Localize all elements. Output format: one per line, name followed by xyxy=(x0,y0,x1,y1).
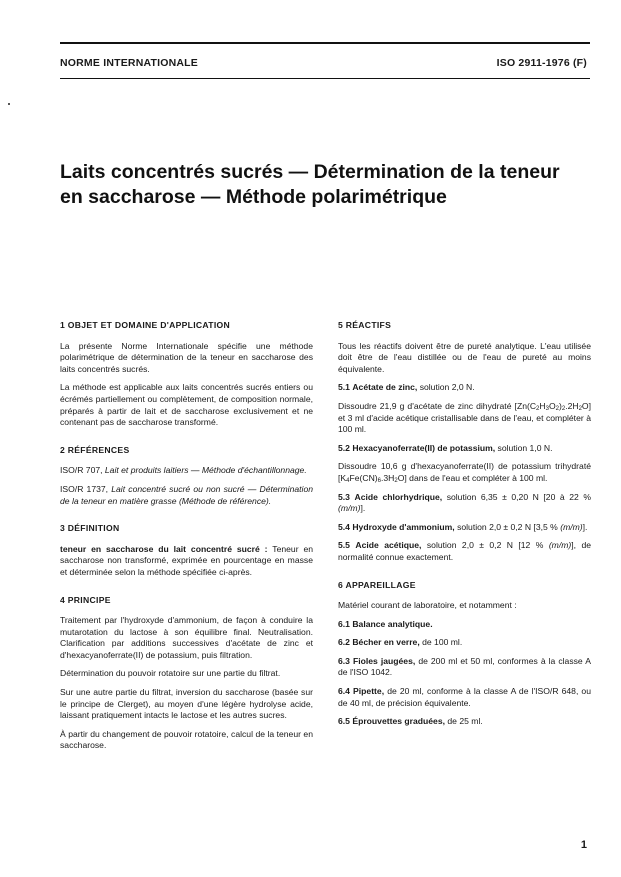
standard-label: NORME INTERNATIONALE xyxy=(60,57,198,69)
item-name: Hexacyanoferrate(II) de potassium, xyxy=(352,442,496,453)
apparatus-item: 6.2 Bécher en verre, de 100 ml. xyxy=(338,637,463,648)
reference-code: ISO/R 1737, xyxy=(60,483,109,494)
paragraph: La présente Norme Internationale spécifie une méthode polarimétrique de détermination de la teneur en saccharose des laits concentrés sucrés. xyxy=(60,340,313,374)
section-heading: 3 DÉFINITION xyxy=(60,523,120,534)
apparatus-item xyxy=(338,619,591,631)
item-number: 6.1 xyxy=(338,618,350,629)
item-name: Éprouvettes graduées, xyxy=(352,716,445,727)
header-rule xyxy=(60,78,590,79)
apparatus-item: 6.5 Éprouvettes graduées, de 25 ml. xyxy=(338,716,483,727)
reagent-preparation: Dissoudre 21,9 g d'acétate de zinc dihydraté $[Zn(C_2H_3O_2)_2.2H_2O]$ et 3 ml d'acide acétique cristallisable dans de l'eau, et compléter à 100 ml. xyxy=(338,400,591,435)
item-number: 5.4 xyxy=(338,521,350,532)
item-name: Pipette, xyxy=(353,686,385,697)
left-column xyxy=(60,320,313,768)
section-heading: 6 APPAREILLAGE xyxy=(338,579,416,590)
section-heading: 2 RÉFÉRENCES xyxy=(60,444,130,455)
apparatus-item: 6.4 Pipette, de 20 ml, conforme à la classe A de l'ISO/R 648, ou de 40 ml, de précision équivalente. xyxy=(338,686,591,708)
item-number: 6.3 xyxy=(338,655,350,666)
item-number: 5.1 xyxy=(338,382,350,393)
reference-title: Lait concentré sucré ou non sucré — Détermination de la teneur en matière grasse (Méthode de référence). xyxy=(60,483,314,506)
section-heading: 1 OBJET ET DOMAINE D'APPLICATION xyxy=(60,320,231,330)
paragraph: Tous les réactifs doivent être de pureté analytique. L'eau utilisée doit être de l'eau distillée ou de l'eau de pureté au moins équivalente. xyxy=(338,340,591,374)
page-number: 1 xyxy=(580,839,587,851)
paragraph: La méthode est applicable aux laits concentrés sucrés entiers ou écrémés partiellement ou complètement, de composition normale, préparés à partir de lait et de saccharose exclusivement et ne contenant pas de saccharose transformé. xyxy=(60,382,313,428)
item-number: 6.5 xyxy=(338,716,350,727)
reagent-item: 5.4 Hydroxyde d'ammonium, solution 2,0 ± 0,2 N [3,5 % (m/m)]. xyxy=(338,521,588,532)
reference-item xyxy=(60,484,313,507)
section-heading: 4 PRINCIPE xyxy=(60,594,111,605)
item-name: Bécher en verre, xyxy=(352,637,420,648)
item-number: 6.4 xyxy=(338,686,350,697)
definition xyxy=(60,544,313,579)
item-spec: solution 1,0 N. xyxy=(497,442,553,453)
item-number: 5.5 xyxy=(338,540,350,551)
section-principle xyxy=(60,595,313,753)
section-definition xyxy=(60,523,313,578)
paragraph: Traitement par l'hydroxyde d'ammonium, de façon à conduire la mutarotation du lactose à son équilibre final. Neutralisation. Clarification par additions successives d'acétate de zinc et d'hexacyanoferrate(II) de potassium, puis filtration. xyxy=(60,615,313,660)
right-column xyxy=(338,320,591,744)
margin-mark xyxy=(8,103,10,105)
reagent-item xyxy=(338,382,591,394)
standard-reference: ISO 2911-1976 (F) xyxy=(496,57,587,69)
reagent-item: 5.3 Acide chlorhydrique, solution 6,35 ± 0,20 N [20 à 22 % (m/m)]. xyxy=(338,491,591,514)
item-name: Hydroxyde d'ammonium, xyxy=(352,521,455,532)
defined-term: teneur en saccharose du lait concentré sucré : xyxy=(60,543,268,554)
reagent-preparation: Dissoudre 10,6 g d'hexacyanoferrate(II) de potassium trihydraté $[K_4Fe(CN)_6.3H_2O]$ dans de l'eau et compléter à 100 ml. xyxy=(338,461,591,484)
section-apparatus xyxy=(338,580,591,728)
reagent-item: 5.5 Acide acétique, solution 2,0 ± 0,2 N [12 % (m/m)], de normalité connue exactement. xyxy=(338,540,591,562)
paragraph: À partir du changement de pouvoir rotatoire, calcul de la teneur en saccharose. xyxy=(60,728,313,751)
reference-item xyxy=(60,465,313,477)
paragraph: Détermination du pouvoir rotatoire sur une partie du filtrat. xyxy=(60,668,281,679)
reference-title: Lait et produits laitiers — Méthode d'échantillonnage. xyxy=(104,465,307,476)
item-name: Balance analytique. xyxy=(352,618,433,629)
document-title: Laits concentrés sucrés — Détermination de la teneur en saccharose — Méthode polarimétrique xyxy=(60,161,560,208)
reagent-item xyxy=(338,443,591,455)
section-heading: 5 RÉACTIFS xyxy=(338,320,392,330)
item-spec: solution 2,0 N. xyxy=(419,382,475,393)
item-name: Acétate de zinc, xyxy=(352,382,418,393)
apparatus-item: 6.3 Fioles jaugées, de 200 ml et 50 ml, conformes à la classe A de l'ISO 1042. xyxy=(338,655,592,678)
paragraph: Sur une autre partie du filtrat, inversion du saccharose (basée sur le principe de Clerget), au moyen d'une légère hydrolyse acide, laissant pratiquement intacts le lactose et les autres sucres. xyxy=(60,687,313,721)
item-name: Acide acétique, xyxy=(355,540,422,551)
item-number: 5.3 xyxy=(338,491,350,502)
section-scope xyxy=(60,320,313,429)
reference-code: ISO/R 707, xyxy=(60,465,103,476)
item-number: 6.2 xyxy=(338,637,350,648)
definition-text: Teneur en saccharose non transformé, exprimée en pourcentage en masse et déterminée selon la méthode spécifiée ci-après. xyxy=(60,543,313,577)
paragraph: Matériel courant de laboratoire, et notamment : xyxy=(338,600,517,611)
item-name: Fioles jaugées, xyxy=(353,655,416,666)
top-rule xyxy=(60,42,590,44)
section-references xyxy=(60,445,313,507)
item-name: Acide chlorhydrique, xyxy=(354,491,443,502)
section-reagents xyxy=(338,320,591,564)
item-number: 5.2 xyxy=(338,442,350,453)
